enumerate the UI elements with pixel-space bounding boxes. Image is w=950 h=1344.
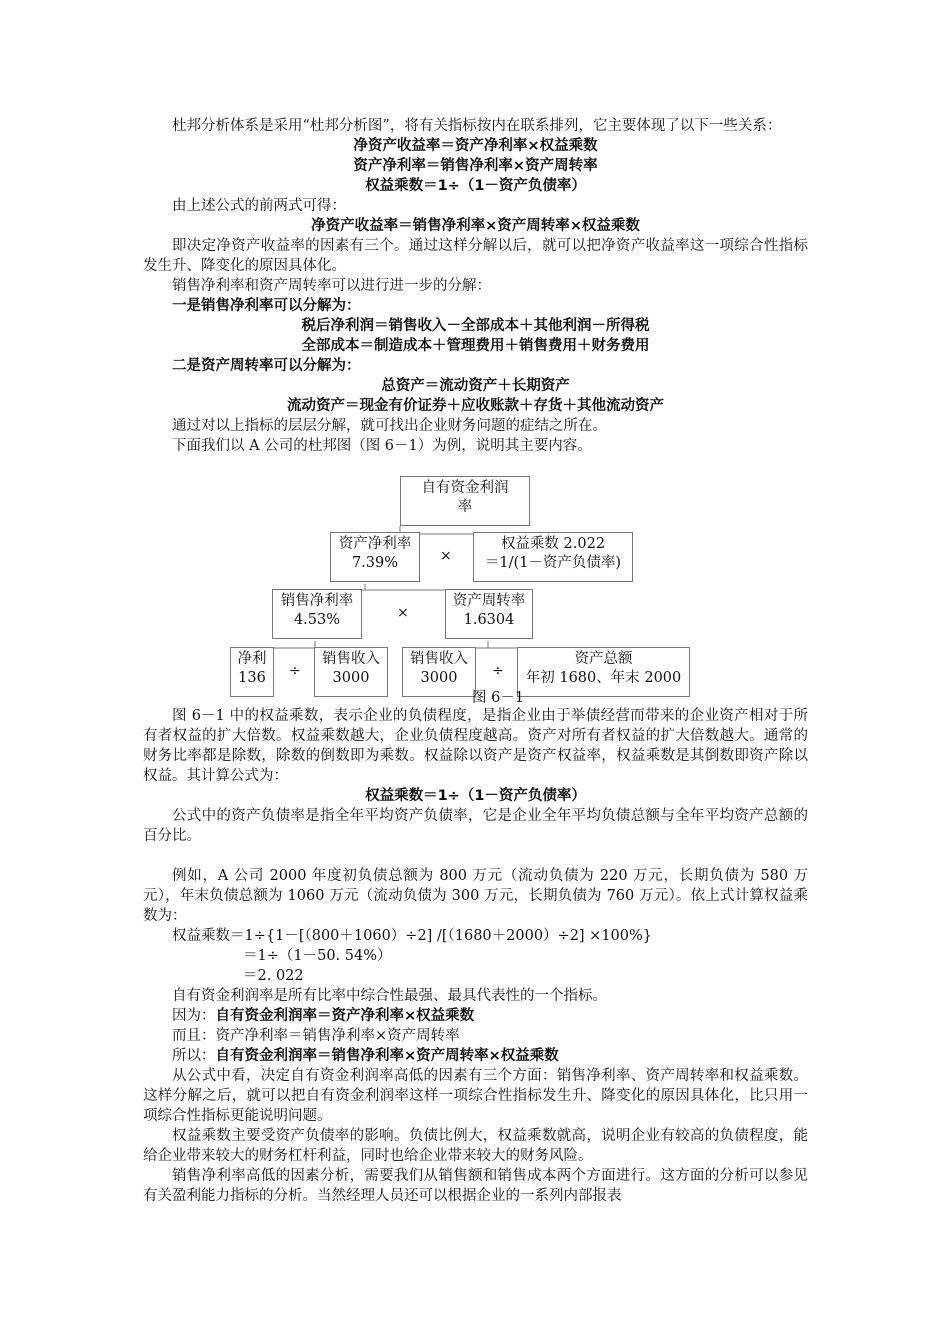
paragraph: 即决定净资产收益率的因素有三个。通过这样分解以后，就可以把净资产收益率这一项综合性指标发生升、降变化的原因具体化。 [143,238,808,274]
formula: 净资产收益率＝资产净利率×权益乘数 [353,138,598,154]
paragraph: 权益乘数主要受资产负债率的影响。负债比例大，权益乘数就高，说明企业有较高的负债程度，能给企业带来较大的财务杠杆利益，同时也给企业带来较大的财务风险。 [143,1128,808,1164]
box-label: 权益乘数 2.022 [500,536,606,552]
reasoning-line [143,1006,808,1026]
reasoning-prefix: 所以： [172,1048,216,1064]
paragraph: 销售净利率高低的因素分析，需要我们从销售额和销售成本两个方面进行。这方面的分析可以参见有关盈利能力指标的分析。当然经理人员还可以根据企业的一系列内部报表 [143,1168,808,1204]
box-asset-turnover [445,589,533,639]
paragraph: 通过对以上指标的层层分解，就可找出企业财务问题的症结之所在。 [172,418,607,434]
paragraph: 公式中的资产负债率是指全年平均资产负债率，它是企业全年平均负债总额与全年平均资产总额的百分比。 [143,808,808,844]
formula: 税后净利润＝销售收入－全部成本＋其他利润－所得税 [301,318,650,334]
document-body [143,116,808,1206]
formula: 权益乘数＝1÷（1－资产负债率） [365,178,586,194]
box-value: 年初 1680、年末 2000 [525,670,682,686]
divide-sign: ÷ [492,663,504,679]
box-label: 销售收入 [410,651,468,667]
paragraph: 从公式中看，决定自有资金利润率高低的因素有三个方面：销售净利率、资产周转率和权益乘数。这样分解之后，就可以把自有资金利润率这样一项综合性指标发生升、降变化的原因具体化，比只用一项综合性指标更能说明问题。 [143,1068,808,1124]
box-label: 资产总额 [574,651,633,667]
subheading: 一是销售净利率可以分解为： [172,298,361,314]
formula: 流动资产＝现金有价证券＋应收账款＋存货＋其他流动资产 [287,398,664,414]
dupont-diagram [143,456,808,706]
multiply-sign: × [397,605,409,621]
box-label: 销售净利率 [280,593,354,609]
paragraph: 图 6－1 中的权益乘数，表示企业的负债程度，是指企业由于举债经营而带来的企业资产相对于所有者权益的扩大倍数。权益乘数越大，企业负债程度越高。资产对所有者权益的扩大倍数越大。通常的财务比率都是除数，除数的倒数即为乘数。权益除以资产是资产权益率，权益乘数是其倒数即资产除以权益。其计算公式为： [143,708,808,784]
subheading: 二是资产周转率可以分解为： [172,358,361,374]
box-roa [330,532,420,582]
box-root [400,476,530,526]
box-value: 3000 [420,670,458,686]
paragraph: 杜邦分析体系是采用“杜邦分析图”，将有关指标按内在联系排列，它主要体现了以下一些关系： [172,118,782,134]
box-value: 4.53% [293,612,341,628]
box-value: 1.6304 [463,612,515,628]
formula: 权益乘数＝1÷（1－资产负债率） [365,788,586,804]
reasoning-line: 而且：资产净利率＝销售净利率×资产周转率 [172,1028,460,1044]
box-label: 净利 [237,651,267,667]
reasoning-line [143,1046,808,1066]
paragraph: 例如，A 公司 2000 年度初负债总额为 800 万元（流动负债为 220 万元，长期负债为 580 万元），年末负债总额为 1060 万元（流动负债为 300 万元，长期负债为 760 万元）。依上式计算权益乘数为： [143,868,808,924]
paragraph: 销售净利率和资产周转率可以进行进一步的分解： [172,278,491,294]
box-ros [272,589,362,639]
divide-sign: ÷ [289,663,301,679]
paragraph: 自有资金利润率是所有比率中综合性最强、最具代表性的一个指标。 [172,988,607,1004]
reasoning-formula: 自有资金利润率＝资产净利率×权益乘数 [215,1008,475,1024]
reasoning-formula: 自有资金利润率＝销售净利率×资产周转率×权益乘数 [215,1048,559,1064]
box-label: 自有资金利润 [421,480,509,496]
box-label: 资产净利率 [338,536,412,552]
formula: 净资产收益率＝销售净利率×资产周转率×权益乘数 [311,218,640,234]
box-sales-1 [314,647,388,697]
formula: 资产净利率＝销售净利率×资产周转率 [353,158,598,174]
box-equity-multiplier [473,532,633,582]
box-sales-2 [402,647,476,697]
formula: 全部成本＝制造成本＋管理费用＋销售费用＋财务费用 [301,338,650,354]
blank-line [143,846,808,866]
figure-caption: 图 6－1 [472,690,525,706]
calculation-line: 权益乘数＝1÷{1－[（800＋1060）÷2] /[（1680＋2000）÷2] ×100%} [172,928,653,944]
box-value: 7.39% [351,555,399,571]
box-label: 销售收入 [322,651,380,667]
paragraph: 下面我们以 A 公司的杜邦图（图 6－1）为例，说明其主要内容。 [172,438,592,454]
calculation-line: ＝2. 022 [243,968,304,984]
box-label: 资产周转率 [452,593,526,609]
box-label: 率 [457,499,473,515]
formula: 总资产＝流动资产＋长期资产 [381,378,570,394]
reasoning-prefix: 因为： [172,1008,216,1024]
box-formula: ＝1/(1－资产负债率) [484,555,622,571]
calculation-line: ＝1÷（1－50. 54%） [243,948,392,964]
box-value: 3000 [332,670,370,686]
paragraph: 由上述公式的前两式可得： [172,198,346,214]
box-net-income [230,647,274,697]
box-value: 136 [238,670,266,686]
box-total-assets [517,647,690,697]
multiply-sign: × [440,548,452,564]
